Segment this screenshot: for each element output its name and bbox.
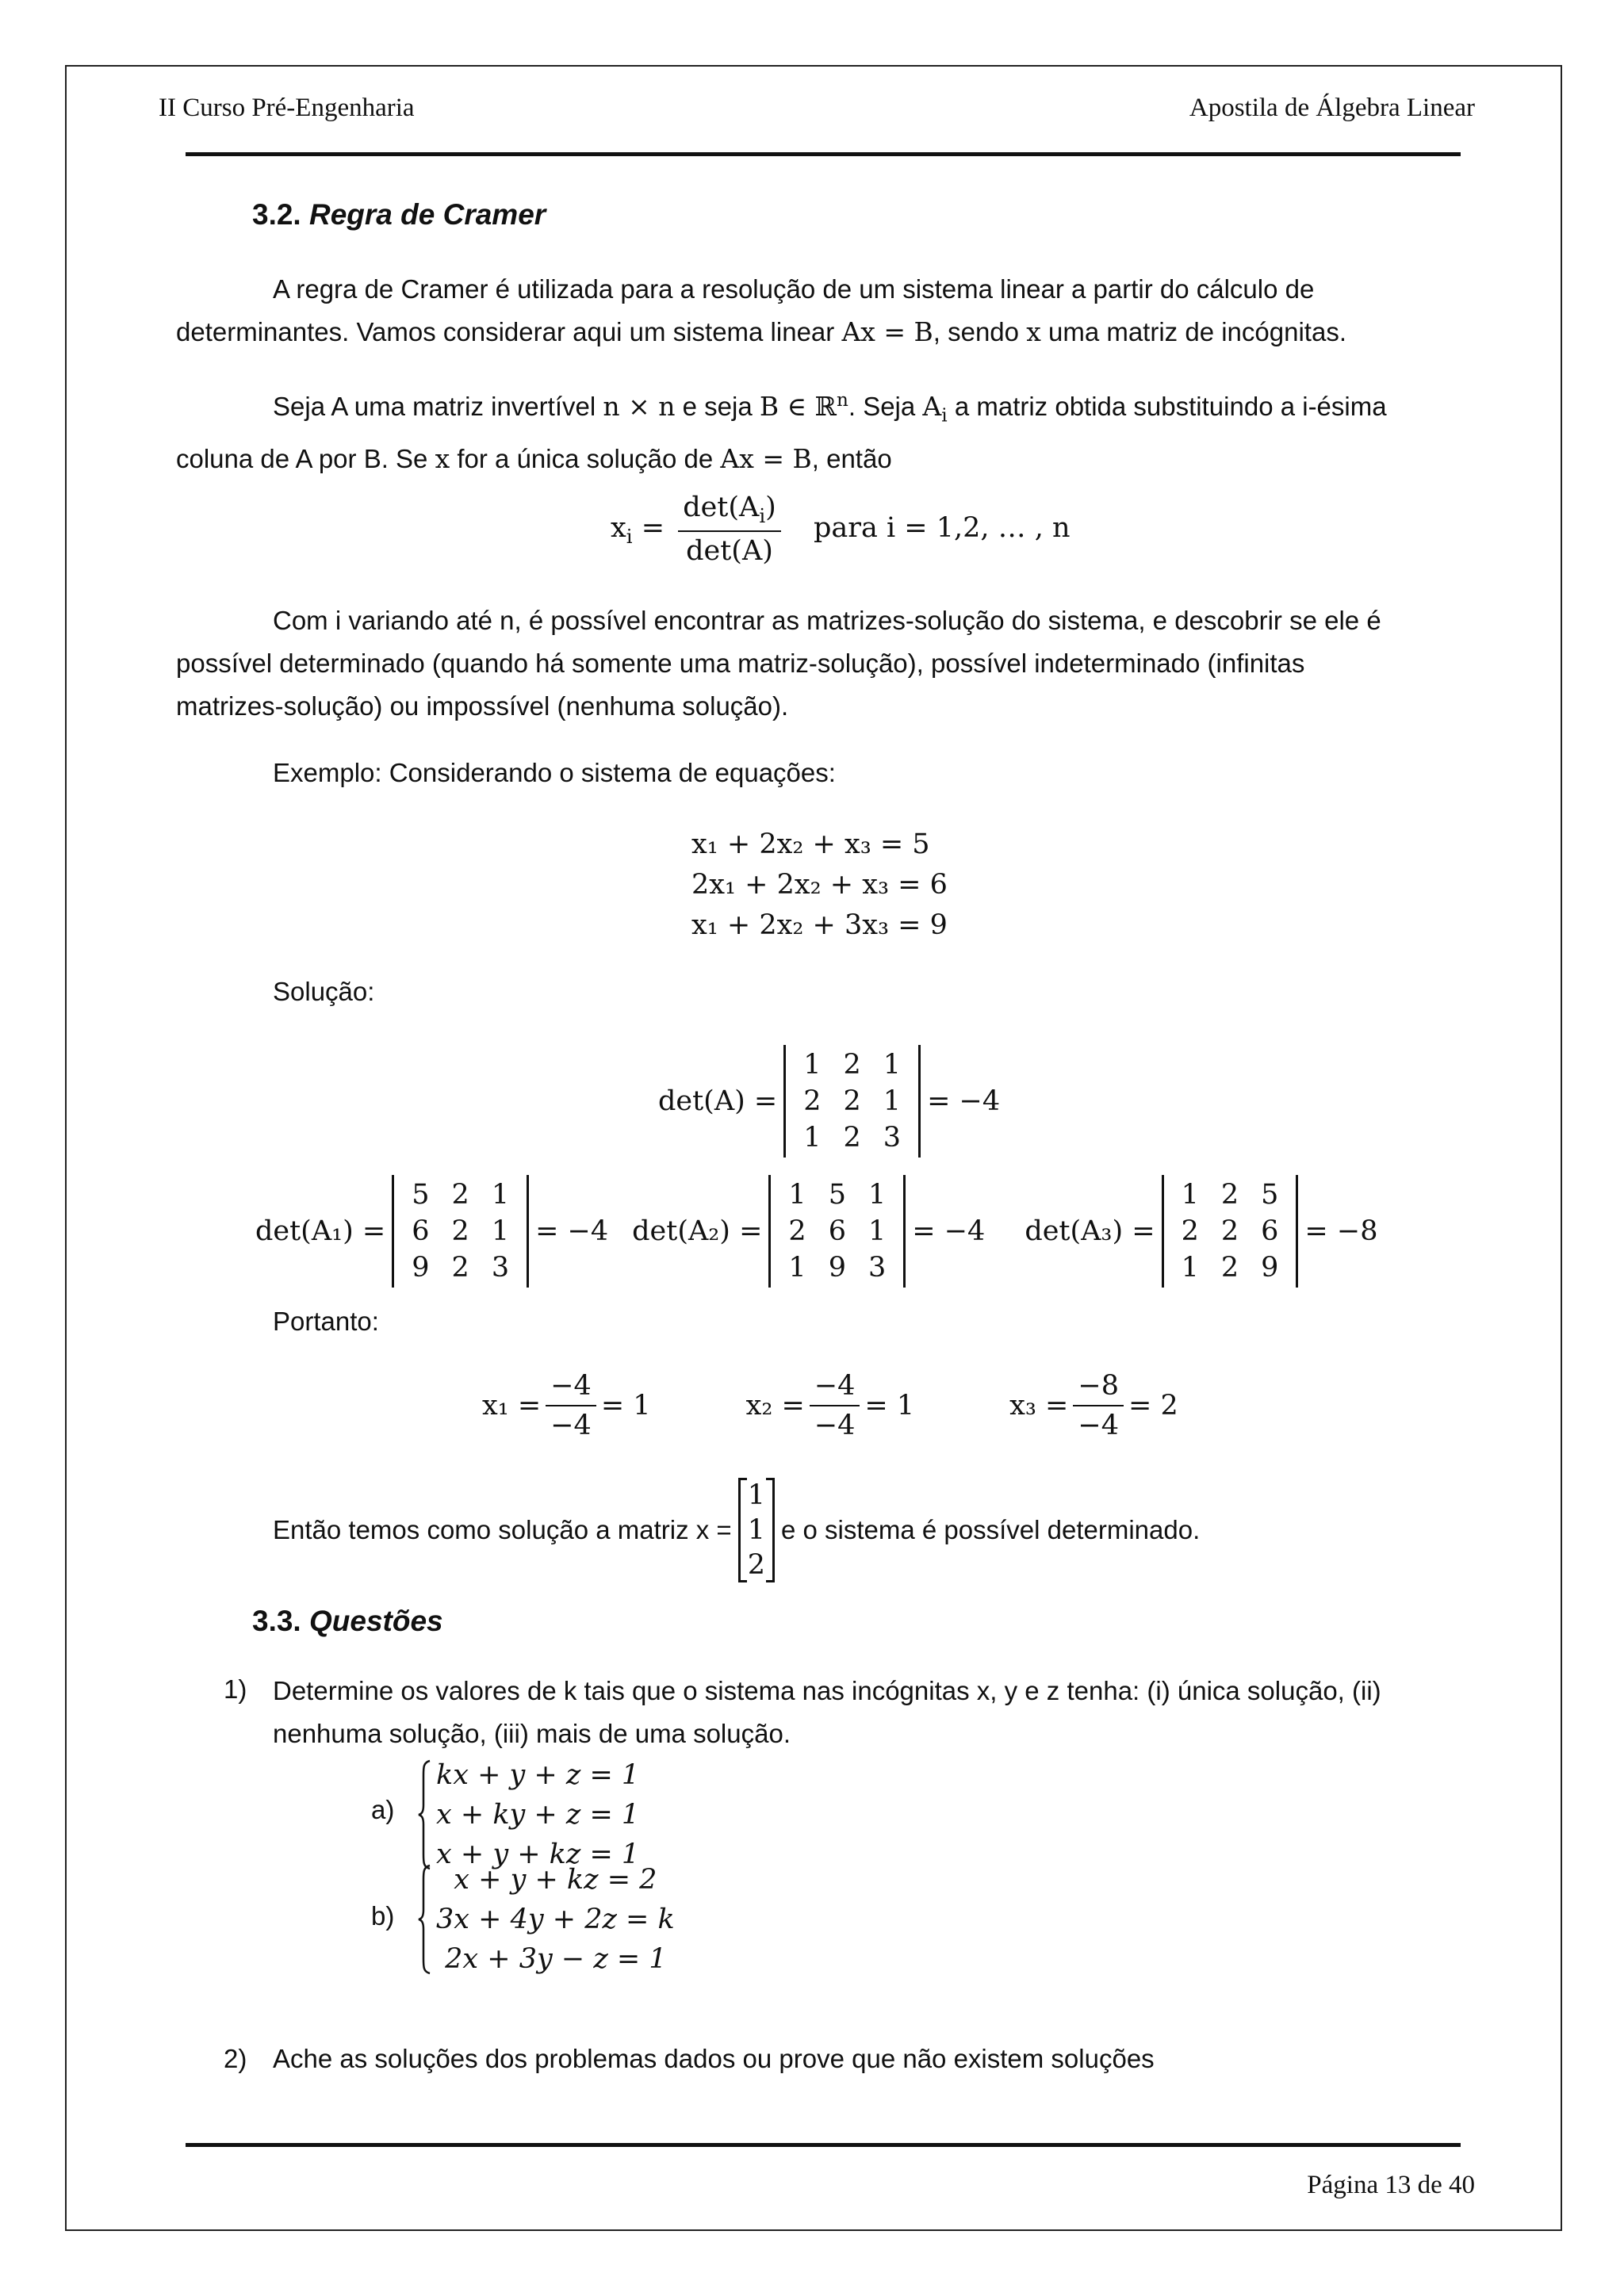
equation-row: x₁ + 2x₂ + 3x₃ = 9	[691, 909, 948, 941]
header-rule	[186, 152, 1461, 156]
matrix-entry: 1	[883, 1085, 902, 1117]
matrix-entry: 2	[788, 1215, 806, 1247]
solution-label: Solução:	[273, 977, 375, 1006]
p2-line2-c: , então	[811, 443, 892, 473]
determinant-a	[658, 1045, 1000, 1158]
matrix-entry: 2	[451, 1215, 469, 1247]
p2-text-c: . Seja	[848, 392, 923, 421]
formula-range: para i = 1,2, … , n	[813, 512, 1071, 544]
det-a1-label: det(A₁) =	[255, 1215, 386, 1247]
portanto-label: Portanto:	[273, 1307, 379, 1336]
matrix-entry: 1	[803, 1049, 822, 1081]
matrix-entry: 5	[828, 1179, 846, 1211]
p1-line2-text: determinantes. Vamos considerar aqui um sistema linear	[176, 317, 842, 346]
x1-rhs: = 1	[600, 1390, 651, 1422]
equation-row: 3x + 4y + 2z = k	[436, 1904, 675, 1935]
question-1-text	[273, 1670, 1462, 1755]
section-title: Questões	[309, 1605, 443, 1637]
p1-line2-text2: , sendo	[933, 317, 1027, 346]
var-i-sub: i	[941, 405, 948, 427]
matrix-entry: 9	[1261, 1252, 1279, 1284]
page-number: Página 13 de 40	[1307, 2171, 1475, 2199]
var-n-sup: n	[836, 390, 848, 411]
question-1b-label: b)	[371, 1901, 395, 1931]
example-label: Exemplo: Considerando o sistema de equações:	[273, 758, 836, 787]
solution-matrix	[738, 1478, 775, 1582]
matrix-entry: 5	[1261, 1179, 1279, 1211]
matrix-entry: 5	[412, 1179, 430, 1211]
var-x2: x	[435, 442, 450, 474]
paragraph-cramer-intro	[176, 268, 1445, 354]
det-a-label: det(A) =	[658, 1085, 778, 1117]
p1-line2-text3: uma matriz de incógnitas.	[1040, 317, 1346, 346]
matrix-entry: −8	[1073, 1370, 1124, 1406]
p3-line1: Com i variando até n, é possível encontrar as matrizes-solução do sistema, e descobrir se ele é	[273, 606, 1381, 635]
paragraph-solution-types	[176, 599, 1445, 728]
matrix-entry: 2	[1220, 1179, 1239, 1211]
question-2-number: 2)	[224, 2044, 247, 2073]
formula-den: det(A)	[686, 535, 773, 567]
det-a1-result: = −4	[535, 1215, 609, 1247]
question-2-text: Ache as soluções dos problemas dados ou prove que não existem soluções	[273, 2044, 1155, 2073]
matrix-entry: 6	[412, 1215, 430, 1247]
x3-lhs: x₃ =	[1009, 1390, 1069, 1422]
formula-lhs-sub: i	[626, 525, 633, 548]
det-a3-label: det(A₃) =	[1025, 1215, 1155, 1247]
var-x: x	[1026, 316, 1041, 347]
det-a-result: = −4	[927, 1085, 1001, 1117]
matrix-entry: 2	[451, 1179, 469, 1211]
x2-fraction	[810, 1370, 860, 1441]
section-number: 3.3.	[252, 1605, 301, 1637]
formula-num-sub: i	[759, 504, 766, 527]
matrix-entry: 2	[1220, 1215, 1239, 1247]
conclusion-text-a: Então temos como solução a matriz x =	[273, 1515, 732, 1544]
formula-lhs: x	[611, 512, 626, 544]
p3-line2: possível determinado (quando há somente uma matriz-solução), possível indeterminado (infinitas	[176, 649, 1305, 678]
formula-num-end: )	[765, 492, 776, 523]
matrix-entry: 1	[491, 1179, 510, 1211]
x3-rhs: = 2	[1128, 1390, 1178, 1422]
question-1a-label: a)	[371, 1795, 395, 1824]
matrix-entry: 9	[828, 1252, 846, 1284]
var-nxn: n × n	[603, 391, 676, 422]
equation-row: 2x₁ + 2x₂ + x₃ = 6	[691, 869, 948, 901]
det-a2-matrix	[768, 1175, 906, 1288]
question-1b-system	[417, 1860, 675, 1979]
x2-rhs: = 1	[864, 1390, 915, 1422]
matrix-entry: 1	[868, 1179, 887, 1211]
matrix-entry: 9	[412, 1252, 430, 1284]
matrix-entry: 2	[747, 1549, 765, 1581]
det-a2-label: det(A₂) =	[632, 1215, 763, 1247]
matrix-entry: 3	[883, 1122, 902, 1154]
p2-line2-a: coluna de A por B. Se	[176, 443, 435, 473]
q1-line1: Determine os valores de k tais que o sistema nas incógnitas x, y e z tenha: (i) única solução, (ii)	[273, 1676, 1381, 1705]
matrix-entry: 2	[843, 1122, 861, 1154]
p2-line2-b: for a única solução de	[450, 443, 721, 473]
q1-line2: nenhuma solução, (iii) mais de uma solução.	[273, 1719, 791, 1748]
p2-text-a: Seja A uma matriz invertível	[273, 392, 603, 421]
p1-line1: A regra de Cramer é utilizada para a resolução de um sistema linear a partir do cálculo de	[273, 274, 1315, 304]
matrix-entry	[678, 492, 781, 532]
matrix-entry: −4	[546, 1370, 596, 1406]
equation-row: x + ky + z = 1	[436, 1799, 640, 1831]
matrix-entry: −4	[1078, 1410, 1119, 1441]
header-book-title: Apostila de Álgebra Linear	[1189, 94, 1475, 122]
det-a-matrix	[783, 1045, 921, 1158]
conclusion	[273, 1478, 1200, 1582]
matrix-entry: 3	[491, 1252, 510, 1284]
var-b-in-rn: B ∈ ℝ	[759, 391, 837, 422]
solution-values	[482, 1370, 1178, 1441]
x1-fraction	[546, 1370, 596, 1441]
equation-row: x + y + kz = 1	[436, 1839, 640, 1870]
formula-num: det(A	[683, 492, 760, 523]
matrix-entry: 1	[883, 1049, 902, 1081]
det-a3-matrix	[1162, 1175, 1299, 1288]
matrix-entry: 2	[803, 1085, 822, 1117]
matrix-entry: 6	[828, 1215, 846, 1247]
equation-row: 2x + 3y − z = 1	[436, 1943, 667, 1975]
matrix-entry: 2	[843, 1085, 861, 1117]
equation-row: x + y + kz = 2	[436, 1864, 657, 1896]
det-a2-result: = −4	[912, 1215, 986, 1247]
matrix-entry: 1	[747, 1514, 765, 1546]
section-heading-3-3	[252, 1605, 443, 1638]
det-a3-result: = −8	[1304, 1215, 1378, 1247]
matrix-entry: 3	[868, 1252, 887, 1284]
question-1a-system	[417, 1755, 639, 1874]
question-1-number: 1)	[224, 1674, 247, 1704]
equation-system	[691, 825, 948, 946]
matrix-entry: 1	[803, 1122, 822, 1154]
matrix-entry: 1	[747, 1479, 765, 1511]
paragraph-cramer-def	[176, 379, 1445, 480]
formula-fraction	[678, 492, 781, 567]
x2-lhs: x₂ =	[745, 1390, 805, 1422]
matrix-entry: 2	[1181, 1215, 1199, 1247]
left-brace-icon	[417, 1759, 431, 1870]
cramer-formula: $x_i$ = $\frac{\det(A_i)}{\det(A)}$ para i = 1,2, … , n	[611, 492, 1071, 567]
matrix-entry: 1	[1181, 1252, 1199, 1284]
p2-text-d: a matriz obtida substituindo a i-ésima	[947, 392, 1387, 421]
matrix-entry: 2	[451, 1252, 469, 1284]
matrix-entry: 1	[1181, 1179, 1199, 1211]
equation-ax-b: Ax = B	[841, 316, 933, 347]
x3-fraction	[1073, 1370, 1124, 1441]
det-a1-matrix	[392, 1175, 529, 1288]
p3-line3: matrizes-solução) ou impossível (nenhuma solução).	[176, 691, 789, 721]
section-title: Regra de Cramer	[309, 198, 546, 231]
p2-text-b: e seja	[675, 392, 760, 421]
matrix-entry: 1	[868, 1215, 887, 1247]
equation-ax-b2: Ax = B	[720, 442, 812, 474]
matrix-entry: 6	[1261, 1215, 1279, 1247]
determinants-ai	[255, 1175, 1377, 1288]
matrix-entry: 2	[1220, 1252, 1239, 1284]
equation-row: x₁ + 2x₂ + x₃ = 5	[691, 828, 930, 860]
matrix-entry: 2	[843, 1049, 861, 1081]
matrix-entry: 1	[788, 1179, 806, 1211]
equation-row: kx + y + z = 1	[436, 1759, 640, 1791]
left-brace-icon	[417, 1864, 431, 1975]
conclusion-text-b: e o sistema é possível determinado.	[780, 1515, 1201, 1544]
var-a: A	[922, 391, 942, 422]
x1-lhs: x₁ =	[482, 1390, 542, 1422]
header-course: II Curso Pré-Engenharia	[159, 94, 415, 122]
section-heading-3-2	[252, 198, 546, 232]
matrix-entry: −4	[810, 1370, 860, 1406]
footer-rule	[186, 2143, 1461, 2147]
matrix-entry: −4	[550, 1410, 592, 1441]
section-number: 3.2.	[252, 198, 301, 231]
matrix-entry: 1	[491, 1215, 510, 1247]
matrix-entry: −4	[814, 1410, 856, 1441]
matrix-entry: 1	[788, 1252, 806, 1284]
